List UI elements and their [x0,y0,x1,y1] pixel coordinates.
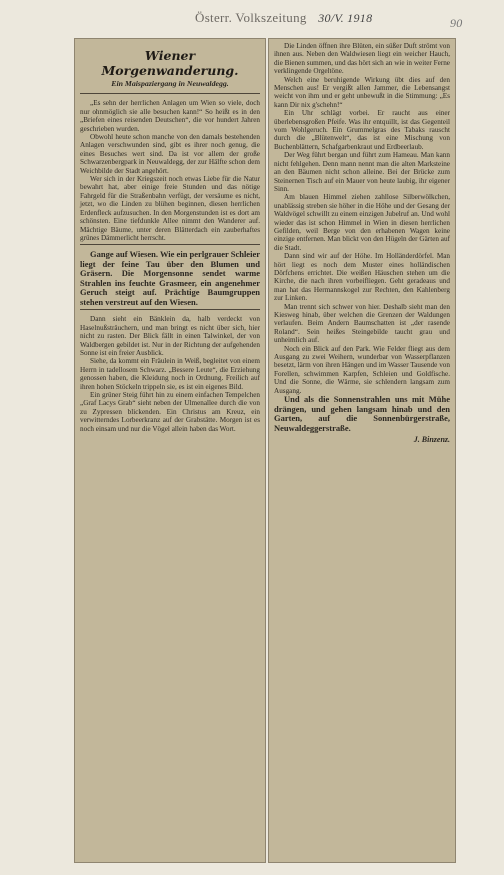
left-paragraph: „Es sehn der herrlichen Anlagen um Wien so viele, doch nur ohnmöglich sie alle besuchen kann!“ So heißt es in den „Briefen eines reisenden Deutschen“, die vor hundert Jahren geschrieben wurden. [80,99,260,133]
page-number: 90 [450,16,463,30]
section-rule [80,309,260,310]
left-paragraph: Dann sieht ein Bänklein da, halb verdeckt von Haselnußsträuchern, und man bringt es nicht über sich, hier nicht zu rasten. Der Blick fällt in einen Talwinkel, der von Waldbergen gebildet ist. Nur in der Richtung der aufgehenden Sonne ist ein freier Ausblick. [80,315,260,357]
left-paragraph: Obwohl heute schon manche von den damals bestehenden Anlagen verschwunden sind, gibt es ihrer noch genug, die eines Besuches wert sind. Da ist vor allem der große Schwarzenbergpark in Neuwaldegg, der zur Hälfte schon dem Weichbilde der Stadt angehört. [80,133,260,175]
left-paragraph-highlight: Gange auf Wiesen. Wie ein perlgrauer Schleier liegt der feine Tau über den Blumen und Gräsern. Die Morgensonne sendet warme Strahlen ins feuchte Grasmeer, ein angenehmer Geruch steigt auf. Prächtige Baumgruppen stehen verstreut auf den Wiesen. [80,249,260,307]
right-paragraph: Noch ein Blick auf den Park. Wie Felder fliegt aus dem Ausgang zu zwei Weihern, wunderbar von Wasserpflanzen besetzt, lärm von ihren Hängen und im Wasser Tausende von Forellen, schwimmen Karpfen, Schleien und Goldfische. Und die Sonne, die Wärme, sie schlendern langsam zum Ausgang. [274,344,450,395]
right-paragraph: Man trennt sich schwer von hier. Deshalb sieht man den Kiesweg hinab, über welchen die Grenzen der Waldungen verlaufen. Beim Andern Baumschatten ist „der rasende Roland“. Sein heißes Steingebilde taucht grau und unheimlich auf. [274,302,450,345]
right-paragraph: Ein Uhr schlägt vorbei. Er raucht aus einer überlebensgroßen Pfeife. Was ihr entquillt, ist das Gegenteil vom Wohlgeruch. Ein Grummelgras des Tabaks rauscht durch die „Blütenwelt“, das ist eine Mischung von Buchenblättern, Schafgarbenkraut und Erdbeerlaub. [274,109,450,151]
right-paragraph: Der Weg führt bergan und führt zum Hameau. Man kann nicht fehlgehen. Denn mann nennt man die alten Marksteine an den Bäumen nicht schon alleine. Bei der Brücke zum Steinernen Tisch auf ein Mauer von heute laubig, ihr eigener Sinn. [274,151,450,193]
section-rule [80,244,260,245]
left-paragraph: Ein grüner Steig führt hin zu einem einfachen Tempelchen „Graf Lacys Grab“ sieht neben der Ulmenallee durch die von zu Zypressen blickenden. Ein Christus am Kreuz, ein verwitterndes Lorbeerkranz auf der Grabstätte. Morgen ist es noch einsam und nur die Vögel allein haben das Wort. [80,390,260,433]
clipping-left-column [74,38,266,863]
article-title: Wiener Morgenwanderung. [101,48,239,78]
right-paragraph: Am blauen Himmel ziehen zahllose Silberwölkchen, unablässig streben sie höher in die Höhe und der Gesang der Waldvögel schwillt zu einem einzigen Jubelruf an. Und wohl wieder das ist schon Himmel in Wien in diesen herrlichen Gefilden, weil Berge von den erhabenen Wagen keine einzige entfernen. Man blickt von den Hügeln der Gärten auf die Stadt. [274,193,450,252]
newspaper-name: Österr. Volkszeitung [195,10,307,25]
newspaper-header [195,10,463,30]
author-signature: J. Binzenz. [413,435,450,445]
right-paragraph: Welch eine beruhigende Wirkung übt dies auf den Menschen aus! Er vergißt allen Jammer, die Lebensangst weicht von ihm und er geht unbewußt in die Stimmung: „Es kann Dir nix g'schehn!“ [274,75,450,109]
article-subtitle: Ein Maispaziergang in Neuwaldegg. [111,79,229,88]
right-paragraph: Dann sind wir auf der Höhe. Im Holländerdörfel. Man hört liegt es noch dem Muster eines holländischen Dörfchens errichtet. Die weißen Häuschen stehen um die Kirche, die nach ihren vorbeifliegen. Geht geradeaus und man hat das Hermannskogel zur Rechten, den Kahlenberg zur Linken. [274,252,450,303]
left-paragraph: Wer sich in der Kriegszeit noch etwas Liebe für die Natur bewahrt hat, aber einige freie Stunden und das nötige Fahrgeld für die Straßenbahn verfügt, der versäume es nicht, jetzt, wo die Linden zu blühen beginnen, diesen herrlichen Erdenfleck aufzusuchen. In den Morgenstunden ist es dort am schönsten. Eine tiefdunkle Allee nimmt den Wanderer auf. Mächtige Bäume, unter deren Blätterdach ein zauberhaftes grünes Dämmerlicht herrscht. [80,175,260,242]
closing-line: Und als die Sonnenstrahlen uns mit Mühe drängen, und gehen langsam hinab und den Garten, auf die Sonnenbürgerstraße, Neuwaldeggerstraße. [274,394,450,433]
title-rule [80,93,260,94]
right-paragraph: Die Linden öffnen ihre Blüten, ein süßer Duft strömt von ihnen aus. Neben den Waldwiesen liegt ein weicher Hauch, die Bienen summen, und das hört sich an wie in weiter Ferne verklingende Orgeltöne. [274,42,450,76]
clipping-right-column [268,38,456,863]
left-paragraph: Siehe, da kommt ein Fräulein in Weiß, begleitet von einem Herrn in tadellosem Schwarz. „Bessere Leute“, die Erziehung genossen haben, die Kleidung noch in Ordnung. Freilich auf ihren hohen Stöckeln trippeln sie, es ist ein eigenes Bild. [80,357,260,391]
handwritten-date: 30/V. 1918 [318,11,373,25]
